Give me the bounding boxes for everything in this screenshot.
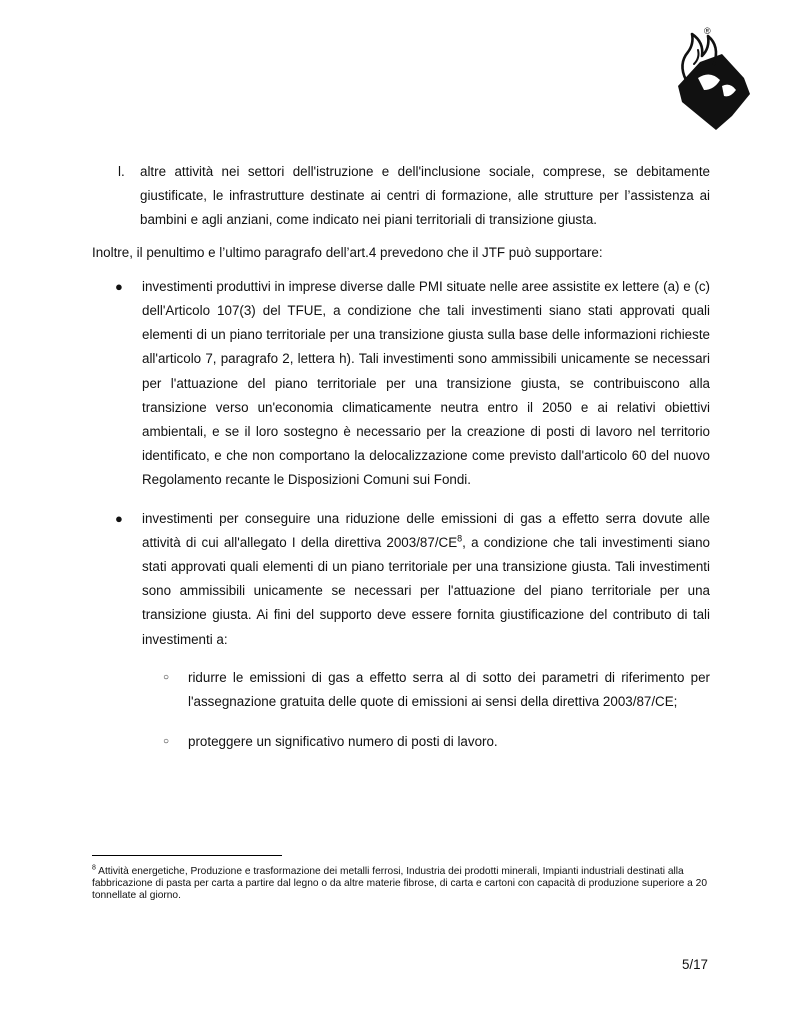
- footnote-reference: 8: [457, 533, 463, 544]
- list-item-l: [92, 160, 710, 233]
- bullet-icon: ●: [115, 510, 123, 526]
- bullet-text-continued: , a condizione che tali investimenti siano stati approvati quali elementi di un piano territoriale per una transizione giusta. Tali investimenti sono ammissibili unicamente se necessari per l'attuazione del piano territoriale per una transizione giusta. Ai fini del supporto deve essere fornita giustificazione del contributo di tali investimenti a:: [142, 534, 710, 647]
- registered-mark: ®: [704, 26, 711, 36]
- list-marker: l.: [118, 164, 125, 179]
- bullet-item: [92, 275, 710, 493]
- main-content: [92, 160, 710, 754]
- intro-paragraph: Inoltre, il penultimo e l’ultimo paragrafo dell’art.4 prevedono che il JTF può supportare:: [92, 244, 603, 260]
- footnote-divider: [92, 855, 282, 856]
- registered-brand-logo: [664, 20, 756, 132]
- sub-bullet-text: ridurre le emissioni di gas a effetto serra al di sotto dei parametri di riferimento per l'assegnazione gratuita delle quote di emissioni ai sensi della direttiva 2003/87/CE;: [188, 669, 710, 710]
- footnote: [92, 866, 712, 903]
- hollow-circle-icon: ○: [163, 671, 170, 683]
- sub-bullet-item: [92, 730, 710, 754]
- page-number: 5/17: [681, 957, 708, 972]
- bullet-text: investimenti per conseguire una riduzione delle emissioni di gas a effetto serra dovute alle attività di cui all'allegato I della direttiva 2003/87/CE: [142, 510, 710, 550]
- sub-bullet-text: proteggere un significativo numero di posti di lavoro.: [188, 734, 498, 750]
- bullet-icon: ●: [115, 278, 123, 294]
- bullet-item: [92, 507, 710, 652]
- footnote-text: Attività energetiche, Produzione e trasformazione dei metalli ferrosi, Industria dei prodotti minerali, Impianti industriali destinati alla fabbricazione di pasta per carta a partire dal legno o da altre materie fibrose, di carta e cartoni con capacità di produzione superiore a 20 tonnellate al giorno.: [92, 866, 708, 902]
- hollow-circle-icon: ○: [163, 736, 170, 748]
- sub-bullet-item: [92, 666, 710, 714]
- list-item-text: altre attività nei settori dell'istruzione e dell'inclusione sociale, comprese, se debitamente giustificate, le infrastrutture destinate ai centri di formazione, alle strutture per l’assistenza ai bambini e agli anziani, come indicato nei piani territoriali di transizione giusta.: [140, 164, 710, 228]
- footnote-number: 8: [92, 864, 96, 872]
- bullet-text: investimenti produttivi in imprese diverse dalle PMI situate nelle aree assistite ex lettere (a) e (c) dell'Articolo 107(3) del TFUE, a condizione che tali investimenti siano stati approvati quali elementi di un piano territoriale per una transizione giusta sulla base delle informazioni richieste all'articolo 7, paragrafo 2, lettera h). Tali investimenti sono ammissibili unicamente se necessari per l'attuazione del piano territoriale per una transizione giusta, se contribuiscono alla transizione verso un'economia climaticamente neutra entro il 2050 e ai relativi obiettivi ambientali, e se il loro sostegno è necessario per la creazione di posti di lavoro nel territorio identificato, e che non comportano la delocalizzazione come previsto dall'articolo 60 del nuovo Regolamento recante le Disposizioni Comuni sui Fondi.: [142, 278, 710, 488]
